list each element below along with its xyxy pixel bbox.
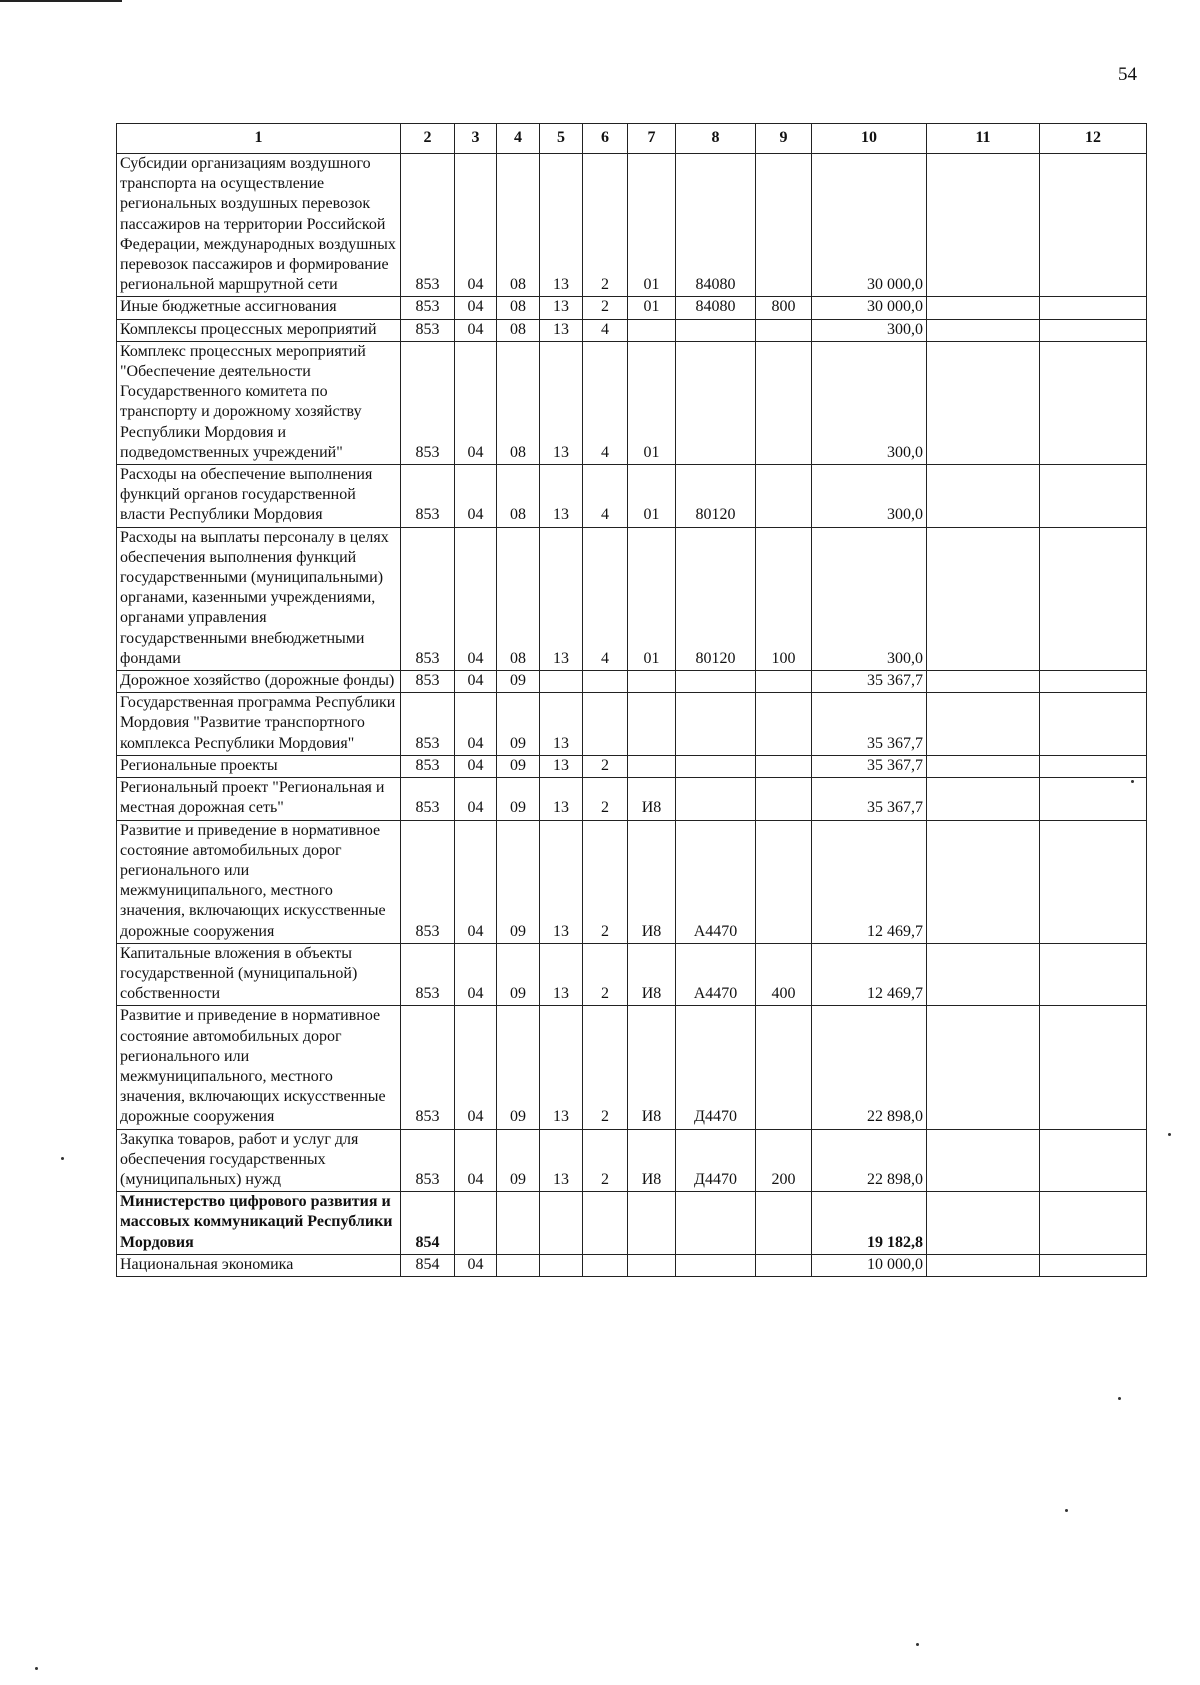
row-col-5-cell: 13 xyxy=(540,1006,583,1129)
row-col-5-cell: 13 xyxy=(540,154,583,297)
row-col-2-cell: 853 xyxy=(401,465,455,528)
row-name-cell: Развитие и приведение в нормативное состояние автомобильных дорог регионального или межмуниципального, местного значения, включающих искусственные дорожные сооружения xyxy=(117,1006,401,1129)
table-row xyxy=(117,1129,1147,1192)
row-col-2-cell: 854 xyxy=(401,1192,455,1255)
table-header-row xyxy=(117,124,1147,154)
row-col-4-cell: 09 xyxy=(497,671,540,693)
row-col-11-cell xyxy=(927,671,1040,693)
row-col-4-cell xyxy=(497,1254,540,1276)
row-col-5-cell: 13 xyxy=(540,778,583,820)
row-col-2-cell: 854 xyxy=(401,1254,455,1276)
row-col-4-cell: 09 xyxy=(497,778,540,820)
row-col-10-cell: 22 898,0 xyxy=(812,1006,927,1129)
row-col-8-cell: 80120 xyxy=(676,527,756,670)
row-col-6-cell: 2 xyxy=(583,755,628,777)
column-header: 10 xyxy=(812,124,927,154)
row-col-12-cell xyxy=(1040,671,1147,693)
column-header: 3 xyxy=(455,124,497,154)
table-row xyxy=(117,755,1147,777)
row-col-10-cell: 12 469,7 xyxy=(812,820,927,943)
row-col-4-cell: 09 xyxy=(497,1129,540,1192)
row-col-3-cell xyxy=(455,1192,497,1255)
row-col-3-cell: 04 xyxy=(455,465,497,528)
row-col-10-cell: 300,0 xyxy=(812,527,927,670)
table-row xyxy=(117,1192,1147,1255)
row-col-6-cell: 2 xyxy=(583,1006,628,1129)
column-header: 4 xyxy=(497,124,540,154)
row-col-5-cell: 13 xyxy=(540,755,583,777)
row-col-11-cell xyxy=(927,1254,1040,1276)
row-col-7-cell: 01 xyxy=(628,297,676,319)
row-col-3-cell: 04 xyxy=(455,341,497,464)
row-col-10-cell: 300,0 xyxy=(812,319,927,341)
row-col-8-cell xyxy=(676,341,756,464)
row-col-4-cell: 08 xyxy=(497,297,540,319)
row-col-6-cell: 4 xyxy=(583,465,628,528)
row-col-11-cell xyxy=(927,319,1040,341)
row-col-3-cell: 04 xyxy=(455,943,497,1006)
row-col-9-cell xyxy=(756,1006,812,1129)
budget-table xyxy=(116,123,1147,1277)
row-col-12-cell xyxy=(1040,943,1147,1006)
row-col-12-cell xyxy=(1040,297,1147,319)
scan-corner-line xyxy=(0,0,122,2)
row-col-2-cell: 853 xyxy=(401,297,455,319)
row-col-8-cell: Д4470 xyxy=(676,1129,756,1192)
row-name-cell: Комплексы процессных мероприятий xyxy=(117,319,401,341)
column-header: 12 xyxy=(1040,124,1147,154)
row-col-6-cell: 2 xyxy=(583,1129,628,1192)
row-col-7-cell: И8 xyxy=(628,778,676,820)
row-col-7-cell: 01 xyxy=(628,154,676,297)
row-col-5-cell: 13 xyxy=(540,943,583,1006)
row-col-5-cell xyxy=(540,1192,583,1255)
row-col-11-cell xyxy=(927,1006,1040,1129)
column-header: 2 xyxy=(401,124,455,154)
row-col-2-cell: 853 xyxy=(401,943,455,1006)
row-col-11-cell xyxy=(927,341,1040,464)
row-col-7-cell: 01 xyxy=(628,527,676,670)
column-header: 1 xyxy=(117,124,401,154)
row-col-2-cell: 853 xyxy=(401,671,455,693)
row-col-3-cell: 04 xyxy=(455,297,497,319)
row-col-2-cell: 853 xyxy=(401,693,455,756)
page-number: 54 xyxy=(1118,64,1137,85)
table-row xyxy=(117,465,1147,528)
row-col-11-cell xyxy=(927,1129,1040,1192)
row-col-5-cell: 13 xyxy=(540,465,583,528)
row-col-6-cell: 4 xyxy=(583,319,628,341)
row-name-cell: Государственная программа Республики Мордовия "Развитие транспортного комплекса Республики Мордовия" xyxy=(117,693,401,756)
row-name-cell: Закупка товаров, работ и услуг для обеспечения государственных (муниципальных) нужд xyxy=(117,1129,401,1192)
row-col-8-cell: 84080 xyxy=(676,154,756,297)
row-col-8-cell: 80120 xyxy=(676,465,756,528)
row-col-8-cell xyxy=(676,1254,756,1276)
row-name-cell: Региональные проекты xyxy=(117,755,401,777)
row-col-2-cell: 853 xyxy=(401,341,455,464)
row-col-7-cell: И8 xyxy=(628,943,676,1006)
column-header: 5 xyxy=(540,124,583,154)
row-col-10-cell: 10 000,0 xyxy=(812,1254,927,1276)
row-col-9-cell: 800 xyxy=(756,297,812,319)
table-row xyxy=(117,527,1147,670)
row-col-4-cell: 08 xyxy=(497,154,540,297)
row-col-6-cell xyxy=(583,1254,628,1276)
row-col-8-cell xyxy=(676,319,756,341)
row-name-cell: Комплекс процессных мероприятий "Обеспечение деятельности Государственного комитета по транспорту и дорожному хозяйству Республики Мордовия и подведомственных учреждений" xyxy=(117,341,401,464)
row-col-10-cell: 300,0 xyxy=(812,341,927,464)
row-col-7-cell xyxy=(628,693,676,756)
row-col-5-cell: 13 xyxy=(540,319,583,341)
row-col-3-cell: 04 xyxy=(455,1254,497,1276)
row-col-9-cell: 200 xyxy=(756,1129,812,1192)
row-col-11-cell xyxy=(927,1192,1040,1255)
row-col-6-cell: 2 xyxy=(583,820,628,943)
row-col-5-cell: 13 xyxy=(540,527,583,670)
row-col-6-cell: 2 xyxy=(583,297,628,319)
row-col-4-cell: 08 xyxy=(497,465,540,528)
row-col-3-cell: 04 xyxy=(455,820,497,943)
row-col-6-cell: 2 xyxy=(583,943,628,1006)
row-col-3-cell: 04 xyxy=(455,778,497,820)
row-col-9-cell xyxy=(756,154,812,297)
row-col-7-cell: И8 xyxy=(628,820,676,943)
row-col-12-cell xyxy=(1040,755,1147,777)
table-row xyxy=(117,154,1147,297)
scan-speck xyxy=(916,1643,919,1646)
row-col-10-cell: 35 367,7 xyxy=(812,671,927,693)
row-col-9-cell xyxy=(756,671,812,693)
row-col-7-cell: И8 xyxy=(628,1006,676,1129)
row-col-11-cell xyxy=(927,755,1040,777)
row-col-12-cell xyxy=(1040,1254,1147,1276)
table-row xyxy=(117,319,1147,341)
row-col-11-cell xyxy=(927,693,1040,756)
row-col-11-cell xyxy=(927,820,1040,943)
row-name-cell: Министерство цифрового развития и массовых коммуникаций Республики Мордовия xyxy=(117,1192,401,1255)
row-col-3-cell: 04 xyxy=(455,1006,497,1129)
row-name-cell: Развитие и приведение в нормативное состояние автомобильных дорог регионального или межмуниципального, местного значения, включающих искусственные дорожные сооружения xyxy=(117,820,401,943)
table-row xyxy=(117,778,1147,820)
row-col-12-cell xyxy=(1040,465,1147,528)
row-col-4-cell: 08 xyxy=(497,527,540,670)
row-col-9-cell xyxy=(756,341,812,464)
row-col-12-cell xyxy=(1040,341,1147,464)
row-col-9-cell xyxy=(756,820,812,943)
row-col-5-cell xyxy=(540,671,583,693)
row-col-12-cell xyxy=(1040,154,1147,297)
row-col-2-cell: 853 xyxy=(401,1006,455,1129)
row-col-10-cell: 19 182,8 xyxy=(812,1192,927,1255)
row-col-12-cell xyxy=(1040,820,1147,943)
row-col-7-cell xyxy=(628,1192,676,1255)
table-row xyxy=(117,341,1147,464)
row-col-8-cell xyxy=(676,693,756,756)
row-col-9-cell xyxy=(756,319,812,341)
row-col-2-cell: 853 xyxy=(401,755,455,777)
row-col-2-cell: 853 xyxy=(401,1129,455,1192)
row-col-10-cell: 30 000,0 xyxy=(812,154,927,297)
row-col-5-cell xyxy=(540,1254,583,1276)
row-col-4-cell xyxy=(497,1192,540,1255)
row-name-cell: Дорожное хозяйство (дорожные фонды) xyxy=(117,671,401,693)
row-col-10-cell: 30 000,0 xyxy=(812,297,927,319)
row-col-4-cell: 09 xyxy=(497,755,540,777)
row-name-cell: Расходы на обеспечение выполнения функций органов государственной власти Республики Мордовия xyxy=(117,465,401,528)
row-col-4-cell: 08 xyxy=(497,319,540,341)
row-col-5-cell: 13 xyxy=(540,693,583,756)
row-col-4-cell: 09 xyxy=(497,1006,540,1129)
row-col-6-cell: 2 xyxy=(583,154,628,297)
row-name-cell: Капитальные вложения в объекты государственной (муниципальной) собственности xyxy=(117,943,401,1006)
row-col-8-cell: А4470 xyxy=(676,820,756,943)
row-col-8-cell xyxy=(676,671,756,693)
table-row xyxy=(117,693,1147,756)
row-col-7-cell: И8 xyxy=(628,1129,676,1192)
row-col-8-cell: А4470 xyxy=(676,943,756,1006)
row-col-5-cell: 13 xyxy=(540,1129,583,1192)
row-col-4-cell: 09 xyxy=(497,693,540,756)
row-name-cell: Национальная экономика xyxy=(117,1254,401,1276)
row-col-3-cell: 04 xyxy=(455,755,497,777)
row-col-5-cell: 13 xyxy=(540,820,583,943)
row-col-3-cell: 04 xyxy=(455,527,497,670)
row-col-6-cell xyxy=(583,1192,628,1255)
row-col-6-cell: 4 xyxy=(583,341,628,464)
row-col-11-cell xyxy=(927,465,1040,528)
row-col-12-cell xyxy=(1040,1006,1147,1129)
row-col-4-cell: 09 xyxy=(497,820,540,943)
row-col-12-cell xyxy=(1040,778,1147,820)
row-col-10-cell: 12 469,7 xyxy=(812,943,927,1006)
row-name-cell: Расходы на выплаты персоналу в целях обеспечения выполнения функций государственными (муниципальными) органами, казенными учреждениями, органами управления государственными внебюджетными фондами xyxy=(117,527,401,670)
row-col-5-cell: 13 xyxy=(540,297,583,319)
row-col-5-cell: 13 xyxy=(540,341,583,464)
row-col-7-cell xyxy=(628,755,676,777)
row-col-8-cell xyxy=(676,778,756,820)
row-col-3-cell: 04 xyxy=(455,693,497,756)
row-col-6-cell: 4 xyxy=(583,527,628,670)
scan-speck xyxy=(1131,780,1134,783)
row-col-7-cell: 01 xyxy=(628,341,676,464)
row-col-3-cell: 04 xyxy=(455,1129,497,1192)
row-name-cell: Региональный проект "Региональная и местная дорожная сеть" xyxy=(117,778,401,820)
row-col-9-cell xyxy=(756,778,812,820)
row-col-12-cell xyxy=(1040,1129,1147,1192)
row-col-11-cell xyxy=(927,943,1040,1006)
row-col-10-cell: 300,0 xyxy=(812,465,927,528)
row-col-4-cell: 08 xyxy=(497,341,540,464)
row-col-9-cell xyxy=(756,1254,812,1276)
column-header: 6 xyxy=(583,124,628,154)
row-col-4-cell: 09 xyxy=(497,943,540,1006)
row-col-11-cell xyxy=(927,778,1040,820)
table-row xyxy=(117,820,1147,943)
row-col-7-cell xyxy=(628,319,676,341)
row-col-6-cell xyxy=(583,693,628,756)
column-header: 9 xyxy=(756,124,812,154)
table-row xyxy=(117,943,1147,1006)
row-name-cell: Субсидии организациям воздушного транспорта на осуществление региональных воздушных перевозок пассажиров на территории Российской Федерации, международных воздушных перевозок пассажиров и формирование региональной маршрутной сети xyxy=(117,154,401,297)
table-row xyxy=(117,1254,1147,1276)
row-col-9-cell xyxy=(756,693,812,756)
row-col-8-cell xyxy=(676,1192,756,1255)
row-name-cell: Иные бюджетные ассигнования xyxy=(117,297,401,319)
table-row xyxy=(117,297,1147,319)
row-col-12-cell xyxy=(1040,527,1147,670)
table-row xyxy=(117,671,1147,693)
row-col-9-cell: 100 xyxy=(756,527,812,670)
scan-speck xyxy=(35,1667,38,1670)
row-col-9-cell xyxy=(756,465,812,528)
row-col-3-cell: 04 xyxy=(455,319,497,341)
row-col-3-cell: 04 xyxy=(455,671,497,693)
scan-speck xyxy=(1168,1133,1171,1136)
row-col-10-cell: 35 367,7 xyxy=(812,755,927,777)
row-col-9-cell xyxy=(756,755,812,777)
row-col-12-cell xyxy=(1040,319,1147,341)
row-col-2-cell: 853 xyxy=(401,778,455,820)
row-col-10-cell: 35 367,7 xyxy=(812,693,927,756)
row-col-7-cell xyxy=(628,1254,676,1276)
row-col-7-cell xyxy=(628,671,676,693)
row-col-2-cell: 853 xyxy=(401,319,455,341)
row-col-9-cell xyxy=(756,1192,812,1255)
row-col-6-cell xyxy=(583,671,628,693)
scan-speck xyxy=(1118,1397,1121,1400)
row-col-10-cell: 35 367,7 xyxy=(812,778,927,820)
row-col-12-cell xyxy=(1040,693,1147,756)
column-header: 11 xyxy=(927,124,1040,154)
row-col-7-cell: 01 xyxy=(628,465,676,528)
scan-speck xyxy=(1065,1509,1068,1512)
row-col-8-cell: 84080 xyxy=(676,297,756,319)
row-col-10-cell: 22 898,0 xyxy=(812,1129,927,1192)
row-col-8-cell xyxy=(676,755,756,777)
row-col-6-cell: 2 xyxy=(583,778,628,820)
row-col-12-cell xyxy=(1040,1192,1147,1255)
scan-speck xyxy=(61,1157,64,1160)
row-col-9-cell: 400 xyxy=(756,943,812,1006)
column-header: 7 xyxy=(628,124,676,154)
row-col-2-cell: 853 xyxy=(401,820,455,943)
row-col-3-cell: 04 xyxy=(455,154,497,297)
row-col-8-cell: Д4470 xyxy=(676,1006,756,1129)
row-col-2-cell: 853 xyxy=(401,154,455,297)
row-col-11-cell xyxy=(927,527,1040,670)
row-col-11-cell xyxy=(927,154,1040,297)
table-row xyxy=(117,1006,1147,1129)
row-col-11-cell xyxy=(927,297,1040,319)
column-header: 8 xyxy=(676,124,756,154)
row-col-2-cell: 853 xyxy=(401,527,455,670)
